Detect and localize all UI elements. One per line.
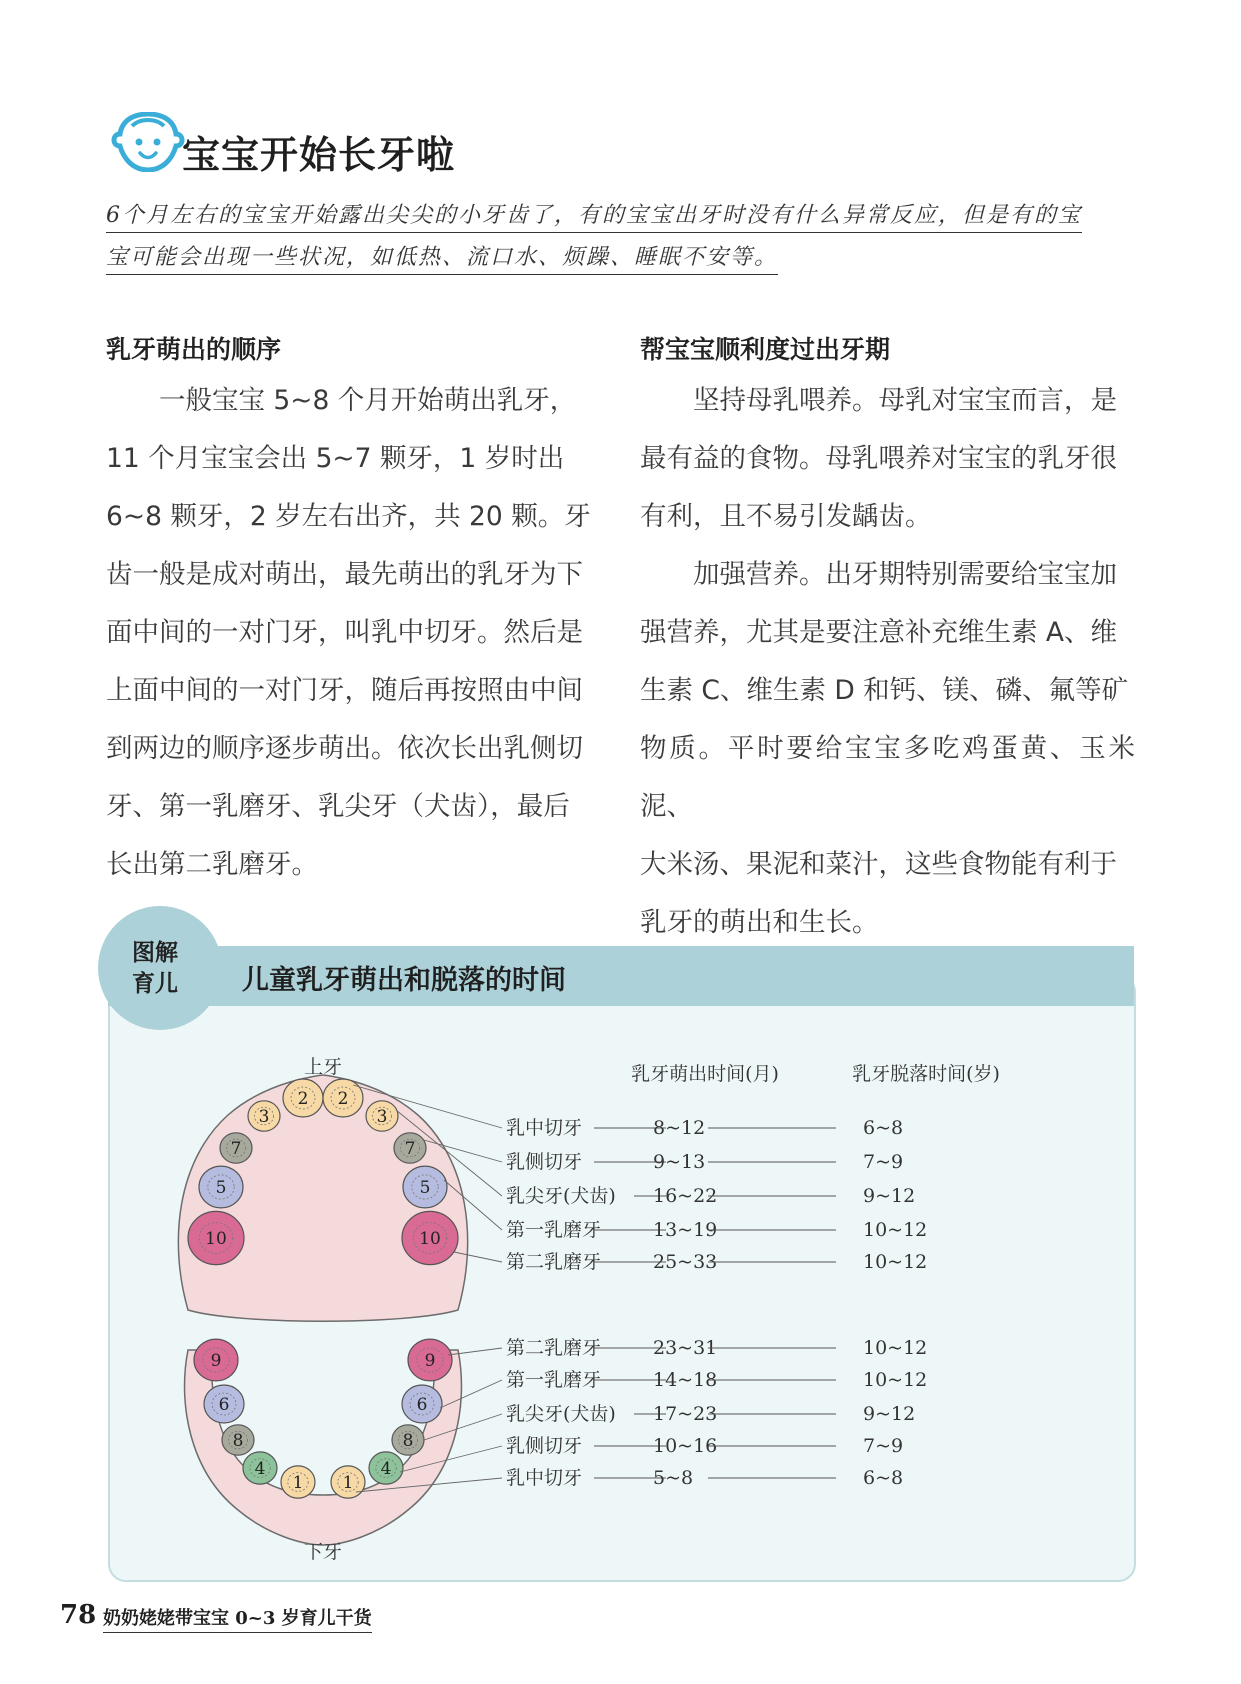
lower-row [506, 1337, 927, 1359]
shed-time: 9~12 [863, 1185, 916, 1207]
tooth-name: 第二乳磨牙 [506, 1337, 602, 1359]
figure-badge-line1: 图解 [132, 940, 178, 966]
lower-tooth-number: 8 [232, 1431, 244, 1451]
upper-tooth-number: 7 [404, 1139, 416, 1159]
lower-row [506, 1369, 927, 1391]
erupt-time: 23~31 [653, 1337, 718, 1359]
erupt-time: 8~12 [653, 1117, 706, 1139]
upper-row [506, 1219, 927, 1241]
lower-tooth-number: 4 [380, 1459, 392, 1479]
right-section-heading: 帮宝宝顺利度过出牙期 [640, 335, 891, 364]
upper-tooth [394, 1133, 426, 1163]
upper-tooth-number: 3 [258, 1107, 270, 1127]
upper-tooth-number: 2 [337, 1089, 349, 1109]
tooth-name: 第一乳磨牙 [506, 1219, 602, 1241]
upper-tooth-number: 10 [419, 1229, 441, 1249]
right-line: 大米汤、果泥和菜汁，这些食物能有利于 [640, 849, 1117, 880]
figure-badge-line2: 育儿 [132, 971, 178, 997]
erupt-time: 14~18 [653, 1369, 718, 1391]
lower-tooth [331, 1466, 365, 1498]
lower-tooth-number: 4 [254, 1459, 266, 1479]
right-section-body [640, 372, 1135, 952]
upper-tooth [366, 1101, 398, 1131]
tooth-name: 乳尖牙(犬齿) [506, 1185, 616, 1207]
right-line: 生素 C、维生素 D 和钙、镁、磷、氟等矿 [640, 675, 1129, 706]
lower-tooth [222, 1425, 254, 1455]
right-line: 物质。平时要给宝宝多吃鸡蛋黄、玉米泥、 [640, 733, 1135, 822]
upper-tooth [403, 1166, 447, 1208]
upper-tooth [220, 1133, 252, 1163]
shed-time: 10~12 [863, 1337, 928, 1359]
baby-face-icon [110, 112, 186, 172]
left-line: 长出第二乳磨牙。 [106, 849, 318, 880]
upper-tooth [248, 1101, 280, 1131]
tooth-name: 乳侧切牙 [506, 1151, 583, 1173]
upper-tooth-number: 7 [230, 1139, 242, 1159]
right-line: 强营养，尤其是要注意补充维生素 A、维 [640, 617, 1118, 648]
upper-teeth-label: 上牙 [303, 1056, 343, 1078]
left-line: 6~8 颗牙，2 岁左右出齐，共 20 颗。牙 [106, 501, 591, 532]
upper-row [506, 1185, 915, 1207]
lower-tooth [369, 1452, 403, 1484]
left-line: 到两边的顺序逐步萌出。依次长出乳侧切 [106, 733, 583, 764]
lower-tooth-number: 6 [218, 1395, 230, 1415]
shed-time: 6~8 [863, 1117, 904, 1139]
book-title: 奶奶姥姥带宝宝 0~3 岁育儿干货 [103, 1604, 372, 1633]
lower-row [506, 1467, 903, 1489]
lower-tooth-number: 9 [210, 1351, 222, 1371]
figure-badge [132, 938, 178, 1000]
right-line: 坚持母乳喂养。母乳对宝宝而言，是 [693, 385, 1117, 416]
lower-tooth [194, 1339, 238, 1381]
upper-tooth-number: 3 [376, 1107, 388, 1127]
tooth-name: 第一乳磨牙 [506, 1369, 602, 1391]
shed-time: 10~12 [863, 1251, 928, 1273]
lower-tooth-number: 1 [292, 1473, 304, 1493]
shed-time: 7~9 [863, 1435, 904, 1457]
erupt-time: 10~16 [653, 1435, 718, 1457]
tooth-name: 乳侧切牙 [506, 1435, 583, 1457]
erupt-time: 9~13 [653, 1151, 706, 1173]
lower-tooth-number: 6 [416, 1395, 428, 1415]
lower-row [506, 1403, 915, 1425]
shed-time: 10~12 [863, 1219, 928, 1241]
upper-tooth-number: 10 [205, 1229, 227, 1249]
upper-tooth-number: 2 [297, 1089, 309, 1109]
lower-teeth-label: 下牙 [303, 1541, 343, 1563]
right-line: 乳牙的萌出和生长。 [640, 907, 879, 938]
upper-row [506, 1251, 927, 1273]
left-line: 牙、第一乳磨牙、乳尖牙（犬齿），最后 [106, 791, 570, 822]
left-section-heading: 乳牙萌出的顺序 [106, 335, 282, 364]
left-line: 面中间的一对门牙，叫乳中切牙。然后是 [106, 617, 583, 648]
right-line: 加强营养。出牙期特别需要给宝宝加 [693, 559, 1117, 590]
lower-tooth [402, 1385, 442, 1423]
shed-column-header: 乳牙脱落时间(岁) [852, 1063, 1000, 1085]
erupt-time: 17~23 [653, 1403, 718, 1425]
lower-tooth-number: 9 [424, 1351, 436, 1371]
upper-tooth-number: 5 [215, 1178, 227, 1198]
erupt-time: 25~33 [653, 1251, 718, 1273]
intro-line-2: 宝可能会出现一些状况，如低热、流口水、烦躁、睡眠不安等。 [106, 240, 778, 275]
page-title: 宝宝开始长牙啦 [182, 133, 456, 177]
upper-tooth [188, 1211, 244, 1264]
erupt-time: 5~8 [653, 1467, 694, 1489]
upper-tooth [402, 1211, 458, 1264]
shed-time: 7~9 [863, 1151, 904, 1173]
erupt-time: 16~22 [653, 1185, 718, 1207]
shed-time: 6~8 [863, 1467, 904, 1489]
left-line: 一般宝宝 5~8 个月开始萌出乳牙， [159, 385, 577, 416]
lower-row [506, 1435, 903, 1457]
lower-tooth [204, 1385, 244, 1423]
shed-time: 9~12 [863, 1403, 916, 1425]
upper-row [506, 1117, 903, 1139]
lower-tooth [281, 1466, 315, 1498]
right-line: 最有益的食物。母乳喂养对宝宝的乳牙很 [640, 443, 1117, 474]
upper-tooth [199, 1166, 243, 1208]
erupt-column-header: 乳牙萌出时间(月) [631, 1063, 779, 1085]
teeth-diagram [108, 1040, 1132, 1570]
right-line: 有利，且不易引发龋齿。 [640, 501, 932, 532]
erupt-time: 13~19 [653, 1219, 718, 1241]
page-number: 78 [60, 1600, 97, 1630]
figure-title: 儿童乳牙萌出和脱落的时间 [242, 965, 566, 996]
tooth-name: 乳中切牙 [506, 1467, 583, 1489]
left-line: 上面中间的一对门牙，随后再按照由中间 [106, 675, 583, 706]
lower-tooth [408, 1339, 452, 1381]
left-line: 齿一般是成对萌出，最先萌出的乳牙为下 [106, 559, 583, 590]
upper-tooth [323, 1079, 363, 1117]
left-line: 11 个月宝宝会出 5~7 颗牙，1 岁时出 [106, 443, 565, 474]
shed-time: 10~12 [863, 1369, 928, 1391]
lower-tooth [392, 1425, 424, 1455]
tooth-name: 乳中切牙 [506, 1117, 583, 1139]
upper-tooth [283, 1079, 323, 1117]
intro-line-1: 6个月左右的宝宝开始露出尖尖的小牙齿了，有的宝宝出牙时没有什么异常反应，但是有的宝 [106, 198, 1082, 233]
left-section-body [106, 372, 601, 894]
lower-tooth [243, 1452, 277, 1484]
upper-tooth-number: 5 [419, 1178, 431, 1198]
tooth-name: 第二乳磨牙 [506, 1251, 602, 1273]
tooth-name: 乳尖牙(犬齿) [506, 1403, 616, 1425]
upper-row [506, 1151, 903, 1173]
lower-tooth-number: 8 [402, 1431, 414, 1451]
lower-tooth-number: 1 [342, 1473, 354, 1493]
